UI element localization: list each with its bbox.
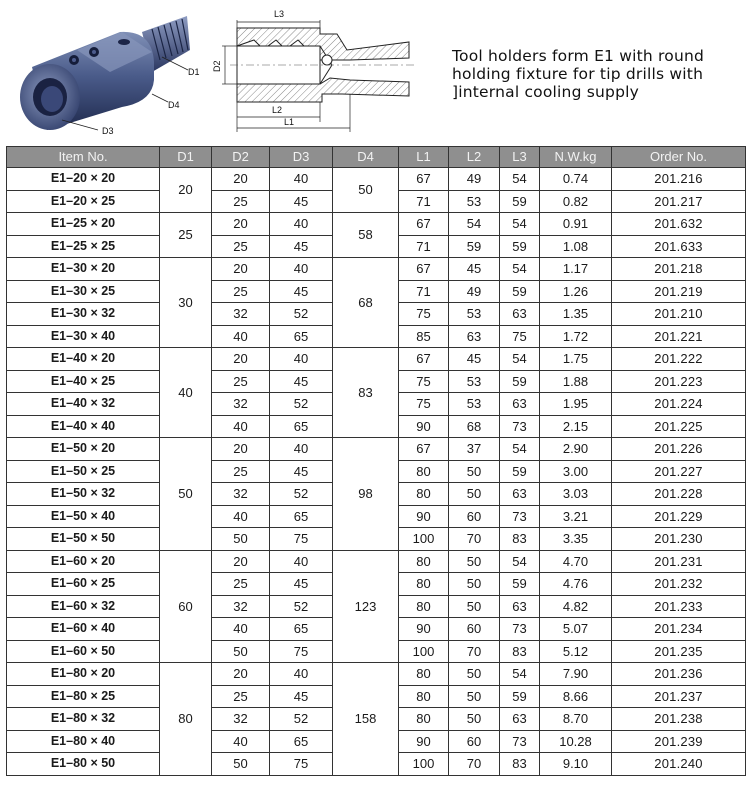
d4-cell: 158 <box>333 663 399 776</box>
weight-cell: 8.70 <box>540 708 612 731</box>
l1-cell: 67 <box>399 258 449 281</box>
order-no-cell: 201.240 <box>612 753 746 776</box>
l2-cell: 53 <box>449 370 500 393</box>
l2-cell: 50 <box>449 460 500 483</box>
table-row <box>7 550 746 573</box>
l3-cell: 63 <box>500 483 540 506</box>
order-no-cell: 201.219 <box>612 280 746 303</box>
l3-cell: 59 <box>500 280 540 303</box>
section-label-l3: L3 <box>274 9 285 19</box>
item-no-cell: E1–20 × 20 <box>7 168 160 191</box>
weight-cell: 1.95 <box>540 393 612 416</box>
d2-cell: 40 <box>212 618 270 641</box>
photo-label-d4: D4 <box>168 100 180 110</box>
l2-cell: 53 <box>449 303 500 326</box>
l2-cell: 60 <box>449 505 500 528</box>
l1-cell: 80 <box>399 573 449 596</box>
item-no-cell: E1–50 × 20 <box>7 438 160 461</box>
d2-cell: 40 <box>212 730 270 753</box>
l3-cell: 54 <box>500 168 540 191</box>
col-header: L3 <box>500 147 540 168</box>
item-no-cell: E1–60 × 20 <box>7 550 160 573</box>
l2-cell: 53 <box>449 190 500 213</box>
title-line: ]internal cooling supply <box>452 83 639 101</box>
l2-cell: 63 <box>449 325 500 348</box>
l3-cell: 59 <box>500 190 540 213</box>
d2-cell: 20 <box>212 438 270 461</box>
d3-cell: 75 <box>270 753 333 776</box>
photo-label-d1: D1 <box>188 67 200 77</box>
weight-cell: 4.70 <box>540 550 612 573</box>
d3-cell: 75 <box>270 528 333 551</box>
l1-cell: 80 <box>399 595 449 618</box>
d2-cell: 25 <box>212 190 270 213</box>
item-no-cell: E1–50 × 25 <box>7 460 160 483</box>
section-label-l2: L2 <box>272 105 283 115</box>
d1-cell: 40 <box>160 348 212 438</box>
l1-cell: 90 <box>399 618 449 641</box>
l3-cell: 54 <box>500 438 540 461</box>
title-line: Tool holders form E1 with round <box>452 47 705 65</box>
l2-cell: 50 <box>449 595 500 618</box>
l2-cell: 50 <box>449 483 500 506</box>
d3-cell: 45 <box>270 190 333 213</box>
l3-cell: 54 <box>500 550 540 573</box>
item-no-cell: E1–60 × 50 <box>7 640 160 663</box>
l1-cell: 71 <box>399 280 449 303</box>
d4-cell: 68 <box>333 258 399 348</box>
l1-cell: 80 <box>399 460 449 483</box>
item-no-cell: E1–20 × 25 <box>7 190 160 213</box>
d2-cell: 20 <box>212 213 270 236</box>
col-header: D4 <box>333 147 399 168</box>
d3-cell: 45 <box>270 370 333 393</box>
d4-cell: 83 <box>333 348 399 438</box>
l3-cell: 73 <box>500 415 540 438</box>
l3-cell: 83 <box>500 640 540 663</box>
d2-cell: 25 <box>212 280 270 303</box>
weight-cell: 1.35 <box>540 303 612 326</box>
d3-cell: 40 <box>270 550 333 573</box>
table-row <box>7 258 746 281</box>
weight-cell: 0.91 <box>540 213 612 236</box>
item-no-cell: E1–50 × 40 <box>7 505 160 528</box>
l1-cell: 67 <box>399 438 449 461</box>
table-row <box>7 168 746 191</box>
order-no-cell: 201.222 <box>612 348 746 371</box>
col-header: Order No. <box>612 147 746 168</box>
table-body <box>7 168 746 776</box>
l3-cell: 83 <box>500 753 540 776</box>
table-row <box>7 438 746 461</box>
weight-cell: 1.26 <box>540 280 612 303</box>
item-no-cell: E1–80 × 25 <box>7 685 160 708</box>
tool-holder-photo <box>2 2 212 142</box>
d4-cell: 98 <box>333 438 399 551</box>
weight-cell: 0.74 <box>540 168 612 191</box>
spec-table <box>6 146 746 776</box>
d3-cell: 52 <box>270 595 333 618</box>
title-line: holding fixture for tip drills with <box>452 65 704 83</box>
weight-cell: 4.82 <box>540 595 612 618</box>
d3-cell: 52 <box>270 303 333 326</box>
weight-cell: 10.28 <box>540 730 612 753</box>
weight-cell: 5.12 <box>540 640 612 663</box>
l1-cell: 90 <box>399 730 449 753</box>
order-no-cell: 201.226 <box>612 438 746 461</box>
l1-cell: 67 <box>399 168 449 191</box>
weight-cell: 4.76 <box>540 573 612 596</box>
col-header: Item No. <box>7 147 160 168</box>
l3-cell: 59 <box>500 370 540 393</box>
section-drawing <box>212 0 427 140</box>
d3-cell: 45 <box>270 280 333 303</box>
item-no-cell: E1–30 × 25 <box>7 280 160 303</box>
d2-cell: 32 <box>212 303 270 326</box>
weight-cell: 0.82 <box>540 190 612 213</box>
d2-cell: 20 <box>212 258 270 281</box>
l1-cell: 80 <box>399 663 449 686</box>
item-no-cell: E1–60 × 25 <box>7 573 160 596</box>
l3-cell: 73 <box>500 505 540 528</box>
order-no-cell: 201.633 <box>612 235 746 258</box>
weight-cell: 7.90 <box>540 663 612 686</box>
l2-cell: 50 <box>449 550 500 573</box>
l1-cell: 90 <box>399 505 449 528</box>
l2-cell: 45 <box>449 258 500 281</box>
item-no-cell: E1–80 × 50 <box>7 753 160 776</box>
l2-cell: 50 <box>449 708 500 731</box>
l2-cell: 60 <box>449 618 500 641</box>
l3-cell: 59 <box>500 573 540 596</box>
order-no-cell: 201.228 <box>612 483 746 506</box>
d2-cell: 25 <box>212 370 270 393</box>
order-no-cell: 201.227 <box>612 460 746 483</box>
l1-cell: 71 <box>399 235 449 258</box>
d3-cell: 65 <box>270 325 333 348</box>
d4-cell: 50 <box>333 168 399 213</box>
d2-cell: 40 <box>212 325 270 348</box>
d3-cell: 40 <box>270 348 333 371</box>
l2-cell: 54 <box>449 213 500 236</box>
weight-cell: 5.07 <box>540 618 612 641</box>
d2-cell: 25 <box>212 460 270 483</box>
l3-cell: 54 <box>500 258 540 281</box>
col-header: L2 <box>449 147 500 168</box>
d2-cell: 20 <box>212 663 270 686</box>
d3-cell: 52 <box>270 708 333 731</box>
weight-cell: 1.08 <box>540 235 612 258</box>
l2-cell: 70 <box>449 753 500 776</box>
d3-cell: 45 <box>270 685 333 708</box>
weight-cell: 3.35 <box>540 528 612 551</box>
order-no-cell: 201.231 <box>612 550 746 573</box>
weight-cell: 2.15 <box>540 415 612 438</box>
d2-cell: 50 <box>212 528 270 551</box>
col-header: D2 <box>212 147 270 168</box>
l2-cell: 68 <box>449 415 500 438</box>
l2-cell: 37 <box>449 438 500 461</box>
l2-cell: 60 <box>449 730 500 753</box>
l1-cell: 71 <box>399 190 449 213</box>
item-no-cell: E1–25 × 20 <box>7 213 160 236</box>
l3-cell: 59 <box>500 460 540 483</box>
l1-cell: 80 <box>399 550 449 573</box>
d3-cell: 65 <box>270 618 333 641</box>
order-no-cell: 201.216 <box>612 168 746 191</box>
item-no-cell: E1–30 × 20 <box>7 258 160 281</box>
l1-cell: 90 <box>399 415 449 438</box>
col-header: L1 <box>399 147 449 168</box>
d1-cell: 25 <box>160 213 212 258</box>
l2-cell: 50 <box>449 663 500 686</box>
weight-cell: 1.75 <box>540 348 612 371</box>
item-no-cell: E1–50 × 32 <box>7 483 160 506</box>
d3-cell: 40 <box>270 438 333 461</box>
l1-cell: 75 <box>399 393 449 416</box>
d3-cell: 45 <box>270 573 333 596</box>
order-no-cell: 201.210 <box>612 303 746 326</box>
l3-cell: 54 <box>500 348 540 371</box>
d2-cell: 32 <box>212 708 270 731</box>
d3-cell: 65 <box>270 730 333 753</box>
l3-cell: 73 <box>500 618 540 641</box>
d3-cell: 52 <box>270 393 333 416</box>
d2-cell: 25 <box>212 685 270 708</box>
d1-cell: 30 <box>160 258 212 348</box>
weight-cell: 3.21 <box>540 505 612 528</box>
order-no-cell: 201.223 <box>612 370 746 393</box>
d1-cell: 20 <box>160 168 212 213</box>
d2-cell: 32 <box>212 483 270 506</box>
l1-cell: 100 <box>399 528 449 551</box>
l3-cell: 63 <box>500 595 540 618</box>
d2-cell: 20 <box>212 168 270 191</box>
header-section <box>0 0 750 142</box>
l3-cell: 63 <box>500 303 540 326</box>
col-header: D1 <box>160 147 212 168</box>
d2-cell: 50 <box>212 753 270 776</box>
d1-cell: 50 <box>160 438 212 551</box>
l1-cell: 75 <box>399 303 449 326</box>
section-label-l1: L1 <box>284 117 295 127</box>
table-row <box>7 348 746 371</box>
l1-cell: 100 <box>399 753 449 776</box>
item-no-cell: E1–40 × 40 <box>7 415 160 438</box>
section-label-d2: D2 <box>212 60 222 72</box>
order-no-cell: 201.232 <box>612 573 746 596</box>
weight-cell: 8.66 <box>540 685 612 708</box>
table-row <box>7 663 746 686</box>
l2-cell: 50 <box>449 685 500 708</box>
l3-cell: 83 <box>500 528 540 551</box>
order-no-cell: 201.233 <box>612 595 746 618</box>
l2-cell: 70 <box>449 528 500 551</box>
weight-cell: 1.17 <box>540 258 612 281</box>
item-no-cell: E1–25 × 25 <box>7 235 160 258</box>
d1-cell: 80 <box>160 663 212 776</box>
l2-cell: 50 <box>449 573 500 596</box>
l3-cell: 73 <box>500 730 540 753</box>
item-no-cell: E1–50 × 50 <box>7 528 160 551</box>
l2-cell: 49 <box>449 280 500 303</box>
order-no-cell: 201.239 <box>612 730 746 753</box>
item-no-cell: E1–30 × 40 <box>7 325 160 348</box>
d3-cell: 40 <box>270 213 333 236</box>
d2-cell: 25 <box>212 235 270 258</box>
d3-cell: 65 <box>270 415 333 438</box>
item-no-cell: E1–80 × 40 <box>7 730 160 753</box>
d3-cell: 40 <box>270 258 333 281</box>
order-no-cell: 201.230 <box>612 528 746 551</box>
d2-cell: 40 <box>212 505 270 528</box>
order-no-cell: 201.237 <box>612 685 746 708</box>
order-no-cell: 201.235 <box>612 640 746 663</box>
d4-cell: 123 <box>333 550 399 663</box>
order-no-cell: 201.221 <box>612 325 746 348</box>
order-no-cell: 201.224 <box>612 393 746 416</box>
l3-cell: 59 <box>500 685 540 708</box>
l2-cell: 49 <box>449 168 500 191</box>
d3-cell: 65 <box>270 505 333 528</box>
d2-cell: 20 <box>212 348 270 371</box>
d3-cell: 52 <box>270 483 333 506</box>
l3-cell: 59 <box>500 235 540 258</box>
d3-cell: 45 <box>270 235 333 258</box>
l1-cell: 67 <box>399 213 449 236</box>
d1-cell: 60 <box>160 550 212 663</box>
l1-cell: 67 <box>399 348 449 371</box>
order-no-cell: 201.217 <box>612 190 746 213</box>
item-no-cell: E1–40 × 20 <box>7 348 160 371</box>
order-no-cell: 201.632 <box>612 213 746 236</box>
d2-cell: 20 <box>212 550 270 573</box>
item-no-cell: E1–60 × 40 <box>7 618 160 641</box>
d2-cell: 32 <box>212 595 270 618</box>
l2-cell: 70 <box>449 640 500 663</box>
l2-cell: 59 <box>449 235 500 258</box>
weight-cell: 2.90 <box>540 438 612 461</box>
d2-cell: 50 <box>212 640 270 663</box>
page-title <box>452 47 747 101</box>
l1-cell: 75 <box>399 370 449 393</box>
d3-cell: 40 <box>270 168 333 191</box>
item-no-cell: E1–30 × 32 <box>7 303 160 326</box>
order-no-cell: 201.238 <box>612 708 746 731</box>
order-no-cell: 201.234 <box>612 618 746 641</box>
l2-cell: 53 <box>449 393 500 416</box>
d3-cell: 45 <box>270 460 333 483</box>
order-no-cell: 201.225 <box>612 415 746 438</box>
d2-cell: 40 <box>212 415 270 438</box>
d2-cell: 25 <box>212 573 270 596</box>
order-no-cell: 201.218 <box>612 258 746 281</box>
weight-cell: 3.00 <box>540 460 612 483</box>
l1-cell: 80 <box>399 685 449 708</box>
l3-cell: 54 <box>500 663 540 686</box>
photo-label-d3: D3 <box>102 126 114 136</box>
d3-cell: 40 <box>270 663 333 686</box>
weight-cell: 1.72 <box>540 325 612 348</box>
l1-cell: 80 <box>399 708 449 731</box>
col-header: N.W.kg <box>540 147 612 168</box>
l3-cell: 63 <box>500 393 540 416</box>
l2-cell: 45 <box>449 348 500 371</box>
d3-cell: 75 <box>270 640 333 663</box>
weight-cell: 1.88 <box>540 370 612 393</box>
order-no-cell: 201.236 <box>612 663 746 686</box>
item-no-cell: E1–80 × 20 <box>7 663 160 686</box>
l3-cell: 63 <box>500 708 540 731</box>
table-header-row <box>7 147 746 168</box>
l3-cell: 54 <box>500 213 540 236</box>
weight-cell: 3.03 <box>540 483 612 506</box>
l1-cell: 100 <box>399 640 449 663</box>
weight-cell: 9.10 <box>540 753 612 776</box>
l1-cell: 80 <box>399 483 449 506</box>
order-no-cell: 201.229 <box>612 505 746 528</box>
item-no-cell: E1–40 × 32 <box>7 393 160 416</box>
item-no-cell: E1–80 × 32 <box>7 708 160 731</box>
item-no-cell: E1–40 × 25 <box>7 370 160 393</box>
table-row <box>7 213 746 236</box>
l1-cell: 85 <box>399 325 449 348</box>
col-header: D3 <box>270 147 333 168</box>
d4-cell: 58 <box>333 213 399 258</box>
d2-cell: 32 <box>212 393 270 416</box>
item-no-cell: E1–60 × 32 <box>7 595 160 618</box>
l3-cell: 75 <box>500 325 540 348</box>
